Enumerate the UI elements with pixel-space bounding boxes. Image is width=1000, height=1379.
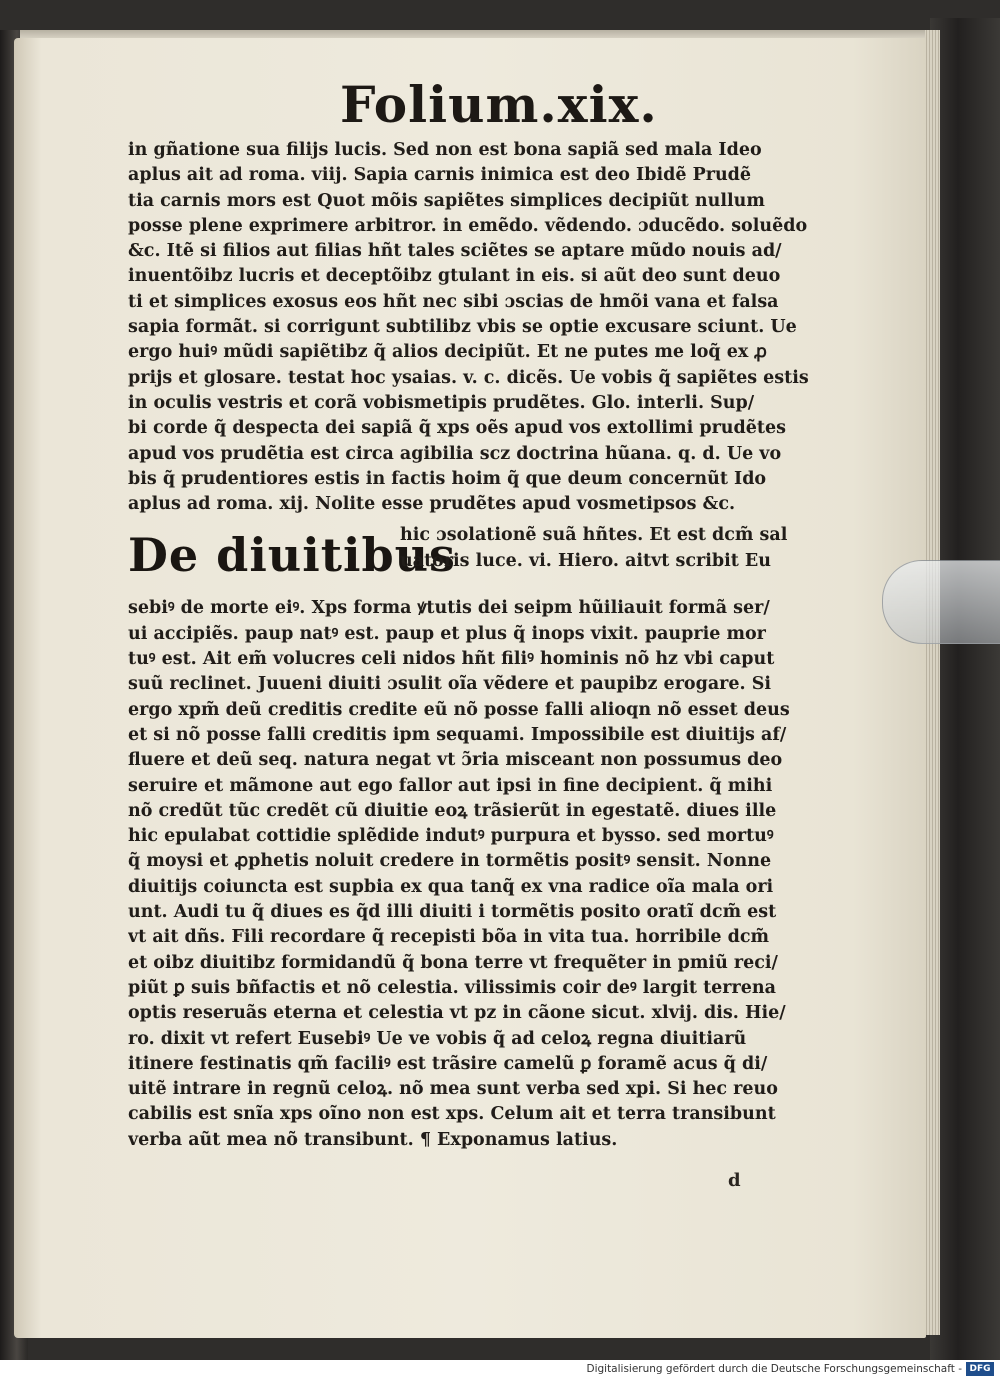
text-line: seruire et mãmone aut ego fallor aut ipsi in fine decipient. q̃ mihi bbox=[128, 775, 773, 796]
text-line: sebiꝰ de morte eiꝰ. Xps forma ꝟtutis dei seipm hũiliauit formã ser/ bbox=[128, 598, 770, 619]
text-line: tuꝰ est. Ait em̃ volucres celi nidos hñt filiꝰ hominis nõ hz vbi caput bbox=[128, 649, 775, 670]
text-line: uatoris luce. vi. Hiero. aitvt scribit Eu bbox=[400, 550, 771, 571]
dfg-logo: DFG bbox=[966, 1362, 994, 1376]
text-line: itinere festinatis qm̃ faciliꝰ est trãsire camelũ ꝑ foramẽ acus q̃ di/ bbox=[128, 1053, 768, 1074]
text-line: tia carnis mors est Quot mõis sapiẽtes simplices decipiũt nullum bbox=[128, 190, 765, 211]
text-line: prijs et glosare. testat hoc ysaias. v. c. dicẽs. Ue vobis q̃ sapiẽtes estis bbox=[128, 367, 809, 388]
bookmark-clip bbox=[882, 560, 1000, 644]
text-line: apud vos prudẽtia est circa agibilia scz doctrina hũana. q. d. Ue vo bbox=[128, 443, 782, 464]
text-line: uitẽ intrare in regnũ celoꝝ. nõ mea sunt verba sed xpi. Si hec reuo bbox=[128, 1079, 778, 1100]
text-line: ui accipiẽs. paup natꝰ est. paup et plus q̃ inops vixit. pauprie mor bbox=[128, 623, 766, 644]
text-line: hic epulabat cottidie splẽdide indutꝰ purpura et bysso. sed mortuꝰ bbox=[128, 826, 774, 847]
body-text bbox=[128, 138, 818, 1153]
page-heading: Folium.xix. bbox=[340, 75, 658, 134]
paragraph-after bbox=[128, 596, 818, 1153]
text-line: sapia formãt. si corrigunt subtilibz vbis se optie excusare sciunt. Ue bbox=[128, 317, 797, 338]
text-line: nõ credũt tũc credẽt cũ diuitie eoꝝ trãsierũt in egestatẽ. diues ille bbox=[128, 800, 777, 821]
text-line: fluere et deũ seq. natura negat vt ɔ̃ria misceant non possumus deo bbox=[128, 750, 783, 771]
text-line: aplus ait ad roma. viij. Sapia carnis inimica est deo Ibidẽ Prudẽ bbox=[128, 165, 752, 186]
book-cover bbox=[930, 18, 1000, 1360]
text-line: &c. Itẽ si filios aut filias hñt tales sciẽtes se aptare mũdo nouis ad/ bbox=[128, 241, 782, 262]
text-line: inuentõibz lucris et deceptõibz gtulant in eis. si aũt deo sunt deuo bbox=[128, 266, 781, 287]
text-line: vt ait dñs. Fili recordare q̃ recepisti bõa in vita tua. horribile dcm̃ bbox=[128, 927, 770, 948]
text-line: posse plene exprimere arbitror. in emẽdo. vẽdendo. ɔducẽdo. soluẽdo bbox=[128, 215, 808, 236]
text-line: in oculis vestris et corã vobismetipis prudẽtes. Glo. interli. Sup/ bbox=[128, 392, 755, 413]
section-initial-heading: De diuitibus bbox=[128, 528, 456, 583]
text-line: bis q̃ prudentiores estis in factis hoim q̃ que deum concernũt Ido bbox=[128, 468, 767, 489]
footer-credit: Digitalisierung gefördert durch die Deutsche Forschungsgemeinschaft - bbox=[586, 1363, 962, 1375]
text-line: bi corde q̃ despecta dei sapiã q̃ xps oẽs apud vos extollimi prudẽtes bbox=[128, 418, 786, 439]
text-line: et si nõ posse falli creditis ipm sequami. Impossibile est diuitijs af/ bbox=[128, 724, 787, 745]
text-line: piũt ꝑ suis bñfactis et nõ celestia. vilissimis coir deꝰ largit terrena bbox=[128, 977, 776, 998]
text-line: ti et simplices exosus eos hñt nec sibi ɔscias de hmõi vana et falsa bbox=[128, 291, 779, 312]
text-line: diuitijs coiuncta est supbia ex qua tanq̃ ex vna radice oĩa mala ori bbox=[128, 876, 774, 897]
text-line: aplus ad roma. xij. Nolite esse prudẽtes apud vosmetipsos &c. bbox=[128, 494, 736, 515]
text-line: optis reseruãs eterna et celestia vt pz in cãone sicut. xlvij. dis. Hie/ bbox=[128, 1003, 786, 1024]
text-line: ro. dixit vt refert Eusebiꝰ Ue ve vobis q̃ ad celoꝝ regna diuitiarũ bbox=[128, 1028, 747, 1049]
text-line: verba aũt mea nõ transibunt. ¶ Exponamus latius. bbox=[128, 1129, 618, 1150]
text-line: unt. Audi tu q̃ diues es q̃d illi diuiti i tormẽtis posito oratĩ dcm̃ est bbox=[128, 902, 777, 923]
initial-side-text bbox=[400, 523, 787, 574]
text-line: hic ɔsolationẽ suã hñtes. Et est dcm̃ sal bbox=[400, 525, 788, 546]
footer-bar bbox=[0, 1360, 1000, 1379]
catchword: d bbox=[728, 1170, 741, 1191]
text-line: in gñatione sua filijs lucis. Sed non est bona sapiã sed mala Ideo bbox=[128, 140, 762, 160]
text-line: ergo huiꝰ mũdi sapiẽtibz q̃ alios decipiũt. Et ne putes me loq̃ ex ꝓ bbox=[128, 342, 767, 363]
paragraph-before bbox=[128, 138, 818, 517]
text-line: ergo xpm̃ deũ creditis credite eũ nõ posse falli alioqn nõ esset deus bbox=[128, 699, 790, 720]
text-line: et oibz diuitibz formidandũ q̃ bona terre vt frequẽter in pmiũ reci/ bbox=[128, 952, 778, 973]
text-line: cabilis est snĩa xps oĩno non est xps. Celum ait et terra transibunt bbox=[128, 1104, 776, 1125]
section-start bbox=[128, 523, 818, 596]
text-line: suũ reclinet. Juueni diuiti ɔsulit oĩa vẽdere et paupibz erogare. Si bbox=[128, 674, 771, 695]
text-line: q̃ moysi et ꝓphetis noluit credere in tormẽtis positꝰ sensit. Nonne bbox=[128, 851, 772, 872]
